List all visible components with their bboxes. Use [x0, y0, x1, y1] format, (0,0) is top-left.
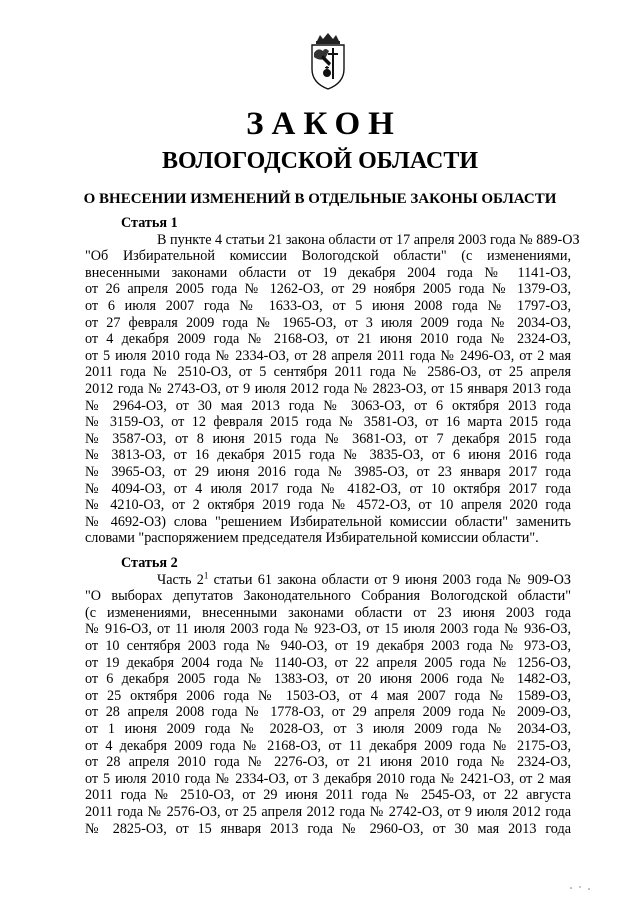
article-2-line: от 19 декабря 2004 года № 1140-ОЗ, от 22 апреля 2005 года № 1256-ОЗ,: [85, 654, 571, 671]
article-1-line: от 4 декабря 2009 года № 2168-ОЗ, от 21 июня 2010 года № 2324-ОЗ,: [85, 331, 571, 348]
document-title: ЗАКОН: [246, 106, 402, 142]
article-1-line: 2012 года № 2743-ОЗ, от 9 июля 2012 года № 2823-ОЗ, от 15 января 2013 года: [85, 380, 571, 397]
article-2-line: от 1 июня 2009 года № 2028-ОЗ, от 3 июля 2009 года № 2034-ОЗ,: [85, 720, 571, 737]
article-2-line: "О выборах депутатов Законодательного Собрания Вологодской области": [85, 588, 571, 605]
article-2-line: от 28 апреля 2010 года № 2276-ОЗ, от 21 июня 2010 года № 2324-ОЗ,: [85, 754, 571, 771]
article-2-text: [85, 569, 571, 838]
document-region: ВОЛОГОДСКОЙ ОБЛАСТИ: [161, 148, 479, 174]
article-2-superscript: 1: [203, 569, 209, 580]
article-1-text: [85, 231, 580, 547]
article-2-line: от 4 декабря 2009 года № 2168-ОЗ, от 11 декабря 2009 года № 2175-ОЗ,: [85, 737, 571, 754]
article-2-line: [85, 569, 571, 589]
coat-of-arms-emblem: [305, 33, 351, 91]
article-1-line: от 5 июля 2010 года № 2334-ОЗ, от 28 апреля 2011 года № 2496-ОЗ, от 2 мая: [85, 347, 571, 364]
article-1-line: 2011 года № 2510-ОЗ, от 5 сентября 2011 года № 2586-ОЗ, от 25 апреля: [85, 364, 571, 381]
article-2: [85, 555, 571, 837]
article-1-line: № 4210-ОЗ, от 2 октября 2019 года № 4572-ОЗ, от 10 апреля 2020 года: [85, 497, 571, 514]
law-name: О ВНЕСЕНИИ ИЗМЕНЕНИЙ В ОТДЕЛЬНЫЕ ЗАКОНЫ ОБЛАСТИ: [83, 191, 557, 207]
article-2-line: № 916-ОЗ, от 11 июля 2003 года № 923-ОЗ, от 15 июля 2003 года № 936-ОЗ,: [85, 621, 571, 638]
article-1-line: № 3965-ОЗ, от 29 июня 2016 года № 3985-ОЗ, от 23 января 2017 года: [85, 463, 571, 480]
article-2-line: № 2825-ОЗ, от 15 января 2013 года № 2960-ОЗ, от 30 мая 2013 года: [85, 820, 571, 837]
article-1-line: от 6 июля 2007 года № 1633-ОЗ, от 5 июня 2008 года № 1797-ОЗ,: [85, 297, 571, 314]
article-2-first-rest: статьи 61 закона области от 9 июня 2003 года № 909-ОЗ: [208, 571, 571, 588]
article-1-line: от 26 апреля 2005 года № 1262-ОЗ, от 29 ноября 2005 года № 1379-ОЗ,: [85, 281, 571, 298]
article-1-line: В пункте 4 статьи 21 закона области от 17 апреля 2003 года № 889-ОЗ: [157, 231, 580, 248]
article-2-line: от 25 октября 2006 года № 1503-ОЗ, от 4 мая 2007 года № 1589-ОЗ,: [85, 687, 571, 704]
article-2-line: 2011 года № 2510-ОЗ, от 29 июня 2011 года № 2545-ОЗ, от 22 августа: [85, 787, 571, 804]
scan-mark: [568, 885, 592, 891]
article-1-line: № 4692-ОЗ) слова "решением Избирательной комиссии области" заменить: [85, 513, 571, 530]
article-2-line: 2011 года № 2576-ОЗ, от 25 апреля 2012 года № 2742-ОЗ, от 9 июля 2012 года: [85, 803, 571, 820]
article-2-line: от 28 апреля 2008 года № 1778-ОЗ, от 29 апреля 2009 года № 2009-ОЗ,: [85, 704, 571, 721]
article-1-line: № 4094-ОЗ, от 4 июля 2017 года № 4182-ОЗ, от 10 октября 2017 года: [85, 480, 571, 497]
article-2-line: (с изменениями, внесенными законами области от 23 июня 2003 года: [85, 604, 571, 621]
article-1-heading: Статья 1: [121, 215, 178, 231]
article-1-line: № 3587-ОЗ, от 8 июня 2015 года № 3681-ОЗ, от 7 декабря 2015 года: [85, 430, 571, 447]
article-1-line: № 3813-ОЗ, от 16 декабря 2015 года № 3835-ОЗ, от 6 июня 2016 года: [85, 447, 571, 464]
article-2-line: от 6 декабря 2005 года № 1383-ОЗ, от 20 июня 2006 года № 1482-ОЗ,: [85, 671, 571, 688]
article-1-line: внесенными законами области от 19 декабря 2004 года № 1141-ОЗ,: [85, 264, 571, 281]
article-1-line: от 27 февраля 2009 года № 1965-ОЗ, от 3 июля 2009 года № 2034-ОЗ,: [85, 314, 571, 331]
article-1-line: "Об Избирательной комиссии Вологодской области" (с изменениями,: [85, 248, 571, 265]
article-2-line: от 5 июля 2010 года № 2334-ОЗ, от 3 декабря 2010 года № 2421-ОЗ, от 2 мая: [85, 770, 571, 787]
article-2-heading: Статья 2: [121, 555, 178, 571]
article-1-line: словами "распоряжением председателя Избирательной комиссии области".: [85, 530, 539, 547]
article-1-line: № 3159-ОЗ, от 12 февраля 2015 года № 3581-ОЗ, от 16 марта 2015 года: [85, 414, 571, 431]
article-2-line: от 10 сентября 2003 года № 940-ОЗ, от 19 декабря 2003 года № 973-ОЗ,: [85, 637, 571, 654]
article-2-first-text: Часть 2: [157, 571, 204, 588]
article-1: [85, 215, 580, 547]
article-1-line: № 2964-ОЗ, от 30 мая 2013 года № 3063-ОЗ, от 6 октября 2013 года: [85, 397, 571, 414]
